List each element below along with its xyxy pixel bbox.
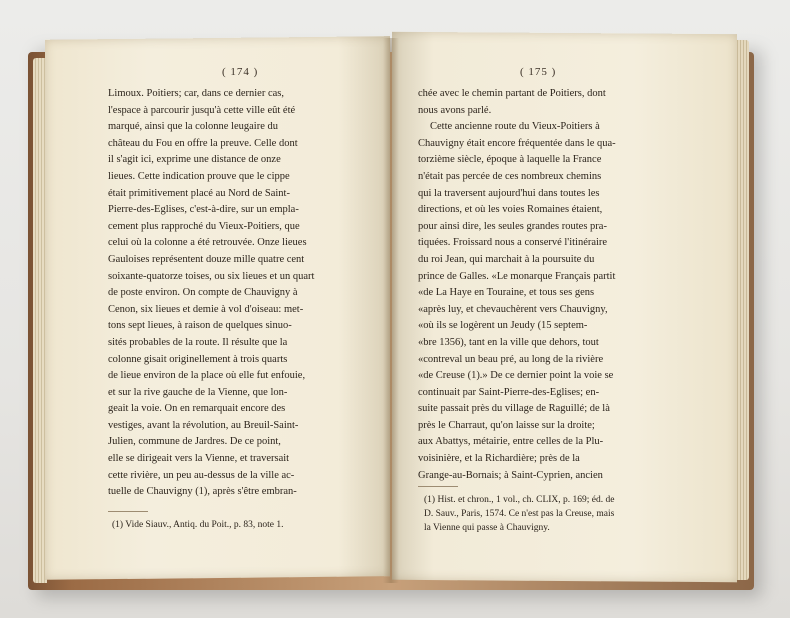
text-line: nous avons parlé.	[418, 104, 492, 116]
text-line: cement plus rapproché du Vieux-Poitiers, que	[108, 220, 300, 232]
text-line: tuelle de Chauvigny (1), après s'être embran-	[108, 486, 297, 498]
text-line: geait la voie. On en remarquait encore des	[108, 403, 286, 415]
text-line: «bre 1356), tant en la ville que dehors, tout	[418, 336, 599, 348]
text-line: cette rivière, un peu au-dessus de la ville ac-	[108, 469, 295, 481]
left-page-body	[108, 86, 366, 501]
right-footnote-line: la Vienne qui passe à Chauvigny.	[424, 523, 550, 533]
text-line: château du Fou en offre la preuve. Celle dont	[108, 137, 298, 149]
text-line: colonne gisait originellement à trois quarts	[108, 353, 288, 365]
text-line: l'espace à parcourir jusqu'à cette ville eût été	[108, 104, 296, 116]
text-line: de lieue environ de la place où elle fut enfouie,	[108, 370, 306, 382]
text-line: était primitivement placé au Nord de Saint-	[108, 187, 290, 199]
left-page-number: ( 174 )	[222, 66, 259, 78]
right-footnote-line: D. Sauv., Paris, 1574. Ce n'est pas la Creuse, mais	[424, 509, 615, 519]
text-line: prince de Galles. «Le monarque Français partit	[418, 270, 616, 282]
text-line: voisinière, et la Richardière; près de la	[418, 453, 580, 465]
text-line: lieues. Cette indication prouve que le cippe	[108, 170, 290, 182]
text-line: tiquées. Froissard nous a conservé l'itinéraire	[418, 237, 608, 249]
book-gutter	[383, 38, 399, 583]
text-line: Pierre-des-Eglises, c'est-à-dire, sur un empla-	[108, 204, 299, 216]
text-line: «de Creuse (1).» De ce dernier point la voie se	[418, 370, 614, 382]
text-line: de poste environ. On compte de Chauvigny à	[108, 287, 298, 299]
text-line: directions, et où les voies Romaines étaient,	[418, 204, 603, 216]
left-footnote: (1) Vide Siauv., Antiq. du Poit., p. 83, note 1.	[112, 520, 284, 530]
text-line: marqué, ainsi que la colonne leugaire du	[108, 121, 278, 133]
right-page-edges	[735, 40, 749, 580]
text-line: elle se dirigeait vers la Vienne, et traversait	[108, 453, 290, 465]
text-line: et sur la rive gauche de la Vienne, que lon-	[108, 386, 288, 398]
text-line: Cette ancienne route du Vieux-Poitiers à	[430, 121, 600, 133]
left-footnote-rule	[108, 511, 148, 512]
right-page-body	[418, 86, 710, 484]
text-line: près le Charraut, qu'on laisse sur la droite;	[418, 419, 595, 431]
text-line: du roi Jean, qui marchait à la poursuite du	[418, 253, 595, 265]
text-line: Chauvigny était encore fréquentée dans le qua-	[418, 137, 616, 149]
text-line: vestiges, avant la révolution, au Breuil-Saint-	[108, 419, 299, 431]
text-line: «après luy, et chevauchèrent vers Chauvigny,	[418, 303, 608, 315]
text-line: qui la traversent aujourd'hui dans toutes les	[418, 187, 600, 199]
text-line: sités probables de la route. Il résulte que la	[108, 336, 288, 348]
text-line: torzième siècle, époque à laquelle la France	[418, 154, 602, 166]
text-line: celui où la colonne a été retrouvée. Onze lieues	[108, 237, 307, 249]
text-line: Julien, commune de Jardres. De ce point,	[108, 436, 281, 448]
text-line: «de La Haye en Touraine, et tous ses gens	[418, 287, 595, 299]
text-line: aux Abattys, métairie, entre celles de la Plu-	[418, 436, 604, 448]
text-line: il s'agit ici, exprime une distance de onze	[108, 154, 281, 166]
text-line: Cenon, six lieues et demie à vol d'oiseau: met-	[108, 303, 304, 315]
text-line: «où ils se logèrent un Jeudy (15 septem-	[418, 320, 588, 332]
text-line: Grange-au-Bornais; à Saint-Cyprien, ancien	[418, 469, 603, 481]
text-line: soixante-quatorze toises, ou six lieues et un quart	[108, 270, 315, 282]
text-line: Gauloises représentent douze mille quatre cent	[108, 253, 305, 265]
right-footnote-line: (1) Hist. et chron., 1 vol., ch. CLIX, p. 169; éd. de	[424, 495, 615, 505]
text-line: chée avec le chemin partant de Poitiers, dont	[418, 88, 606, 99]
text-line: suite passait près du village de Raguillé; de là	[418, 403, 610, 415]
text-line: n'était pas percée de ces nombreux chemins	[418, 170, 602, 182]
text-line: pour ainsi dire, les seules grandes routes pra-	[418, 220, 607, 232]
text-line: tons sept lieues, à raison de quelques sinuo-	[108, 320, 292, 332]
right-page-number: ( 175 )	[520, 66, 557, 78]
right-footnote-rule	[418, 486, 458, 487]
text-line: continuait par Saint-Pierre-des-Eglises; en-	[418, 386, 600, 398]
text-line: Limoux. Poitiers; car, dans ce dernier cas,	[108, 88, 284, 99]
text-line: «contreval un beau pré, au long de la rivière	[418, 353, 604, 365]
